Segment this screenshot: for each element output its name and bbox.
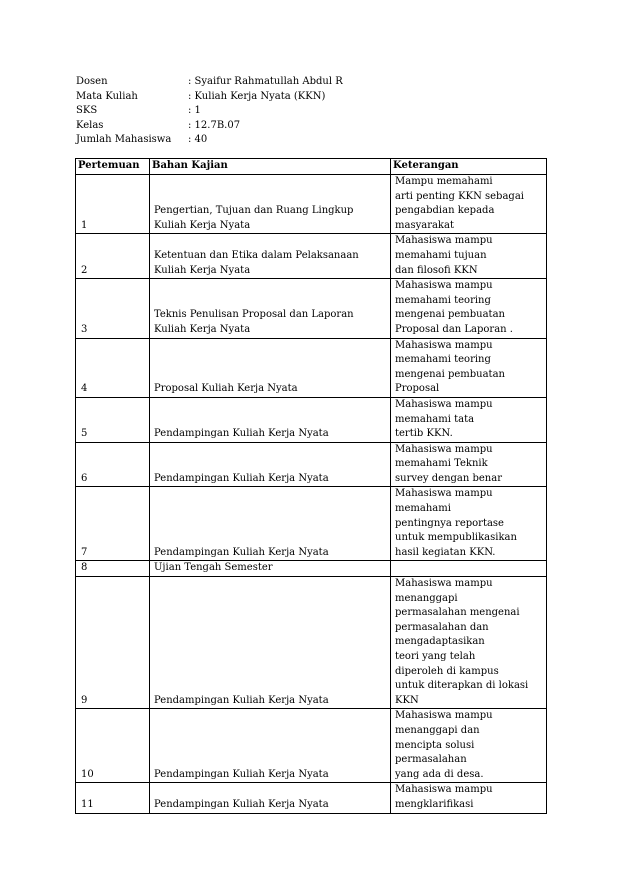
- meeting-number: 11: [76, 783, 150, 813]
- note-line: masyarakat: [395, 219, 454, 231]
- info-value: : 12.7B.07: [188, 119, 241, 131]
- note-line: Proposal dan Laporan .: [395, 323, 513, 335]
- note-line: untuk mempublikasikan: [395, 532, 517, 544]
- note-line: Mampu memahami: [395, 176, 493, 187]
- topic-line: Ketentuan dan Etika dalam Pelaksanaan: [154, 249, 359, 261]
- notes-cell: [391, 577, 547, 709]
- info-label: Kelas: [76, 119, 104, 131]
- notes-cell: [391, 338, 547, 397]
- topic-line: Pendampingan Kuliah Kerja Nyata: [154, 428, 329, 440]
- note-line: permasalahan mengenai: [395, 607, 520, 619]
- note-line: Proposal: [395, 383, 440, 395]
- note-line: memahami tata: [395, 413, 475, 425]
- topic-line: Pendampingan Kuliah Kerja Nyata: [154, 472, 329, 484]
- table-row: [76, 442, 547, 487]
- note-line: tertib KKN.: [395, 428, 453, 440]
- table-row: [76, 175, 547, 234]
- info-row-lecturer: [76, 75, 343, 90]
- table-row: [76, 279, 547, 338]
- note-line: Mahasiswa mampu: [395, 443, 493, 455]
- schedule-table: [75, 158, 547, 814]
- note-line: Mahasiswa mampu: [395, 235, 493, 247]
- note-line: permasalahan: [395, 754, 467, 766]
- table-row: [76, 397, 547, 442]
- note-line: KKN: [395, 694, 419, 706]
- table-row: [76, 577, 547, 709]
- note-line: Mahasiswa mampu: [395, 339, 493, 351]
- topic-line: Pendampingan Kuliah Kerja Nyata: [154, 768, 329, 780]
- meeting-number: 10: [76, 709, 150, 783]
- note-line: Mahasiswa mampu: [395, 578, 493, 590]
- info-row-credits: [76, 104, 343, 119]
- info-row-students: [76, 133, 343, 148]
- topic-cell: [150, 709, 391, 783]
- info-label: SKS: [76, 105, 98, 117]
- note-line: survey dengan benar: [395, 472, 502, 484]
- topic-cell: [150, 487, 391, 561]
- notes-cell: [391, 442, 547, 487]
- notes-cell: [391, 397, 547, 442]
- meeting-number: 8: [76, 561, 150, 577]
- notes-cell: [391, 175, 547, 234]
- note-line: menanggapi dan: [395, 724, 480, 736]
- info-row-course: [76, 90, 343, 105]
- notes-cell: [391, 709, 547, 783]
- header-notes: Keterangan: [391, 159, 547, 175]
- meeting-number: 3: [76, 279, 150, 338]
- note-line: memahami teoring: [395, 354, 491, 366]
- topic-cell: [150, 279, 391, 338]
- table-row: [76, 338, 547, 397]
- note-line: memahami teoring: [395, 294, 491, 306]
- note-line: memahami: [395, 503, 451, 515]
- note-line: permasalahan dan: [395, 621, 489, 633]
- info-label: Jumlah Mahasiswa: [76, 134, 172, 146]
- meeting-number: 9: [76, 577, 150, 709]
- topic-line: Teknis Penulisan Proposal dan Laporan: [154, 309, 354, 321]
- notes-cell: [391, 234, 547, 279]
- topic-cell: [150, 338, 391, 397]
- meeting-number: 2: [76, 234, 150, 279]
- info-value: : 1: [188, 105, 201, 117]
- note-line: dan filosofi KKN: [395, 264, 478, 276]
- table-row: [76, 234, 547, 279]
- info-value: : Kuliah Kerja Nyata (KKN): [188, 90, 326, 102]
- header-meeting: Pertemuan: [76, 159, 150, 175]
- notes-cell: [391, 561, 547, 577]
- note-line: Mahasiswa mampu: [395, 398, 493, 410]
- topic-line: Pendampingan Kuliah Kerja Nyata: [154, 546, 329, 558]
- info-value: : Syaifur Rahmatullah Abdul R: [188, 76, 343, 87]
- topic-cell: [150, 783, 391, 813]
- topic-line: Kuliah Kerja Nyata: [154, 219, 251, 231]
- topic-cell: [150, 561, 391, 577]
- note-line: memahami Teknik: [395, 458, 488, 470]
- topic-line: Kuliah Kerja Nyata: [154, 323, 251, 335]
- topic-cell: [150, 175, 391, 234]
- meeting-number: 6: [76, 442, 150, 487]
- note-line: mengklarifikasi: [395, 798, 474, 810]
- table-row: [76, 561, 547, 577]
- table-row: [76, 783, 547, 813]
- note-line: mengenai pembuatan: [395, 368, 505, 380]
- header-topic: Bahan Kajian: [150, 159, 391, 175]
- meeting-number: 5: [76, 397, 150, 442]
- topic-cell: [150, 234, 391, 279]
- table-row: [76, 709, 547, 783]
- topic-cell: [150, 442, 391, 487]
- note-line: diperoleh di kampus: [395, 665, 499, 677]
- info-value: : 40: [188, 134, 208, 146]
- meeting-number: 1: [76, 175, 150, 234]
- topic-cell: [150, 577, 391, 709]
- notes-cell: [391, 783, 547, 813]
- note-line: hasil kegiatan KKN.: [395, 546, 496, 558]
- note-line: untuk diterapkan di lokasi: [395, 680, 529, 692]
- topic-line: Pendampingan Kuliah Kerja Nyata: [154, 694, 329, 706]
- meeting-number: 4: [76, 338, 150, 397]
- note-line: mengenai pembuatan: [395, 309, 505, 321]
- note-line: pentingnya reportase: [395, 517, 504, 529]
- topic-line: Kuliah Kerja Nyata: [154, 264, 251, 276]
- note-line: pengabdian kepada: [395, 205, 495, 217]
- note-line: menanggapi: [395, 592, 458, 604]
- note-line: Mahasiswa mampu: [395, 710, 493, 722]
- topic-cell: [150, 397, 391, 442]
- topic-line: Pengertian, Tujuan dan Ruang Lingkup: [154, 205, 354, 217]
- notes-cell: [391, 487, 547, 561]
- topic-line: Proposal Kuliah Kerja Nyata: [154, 383, 298, 395]
- note-line: Mahasiswa mampu: [395, 280, 493, 292]
- topic-line: Ujian Tengah Semester: [154, 562, 273, 574]
- topic-line: Pendampingan Kuliah Kerja Nyata: [154, 798, 329, 810]
- notes-cell: [391, 279, 547, 338]
- info-label: Dosen: [76, 76, 108, 87]
- note-line: mengadaptasikan: [395, 636, 485, 648]
- note-line: teori yang telah: [395, 651, 476, 662]
- note-line: memahami tujuan: [395, 249, 487, 261]
- note-line: mencipta solusi: [395, 739, 475, 751]
- note-line: Mahasiswa mampu: [395, 784, 493, 796]
- note-line: arti penting KKN sebagai: [395, 190, 524, 202]
- note-line: Mahasiswa mampu: [395, 488, 493, 500]
- table-header-row: [76, 159, 547, 175]
- info-row-class: [76, 119, 343, 134]
- table-row: [76, 487, 547, 561]
- meeting-number: 7: [76, 487, 150, 561]
- note-line: yang ada di desa.: [395, 768, 484, 780]
- course-info: [76, 75, 343, 148]
- info-label: Mata Kuliah: [76, 90, 138, 102]
